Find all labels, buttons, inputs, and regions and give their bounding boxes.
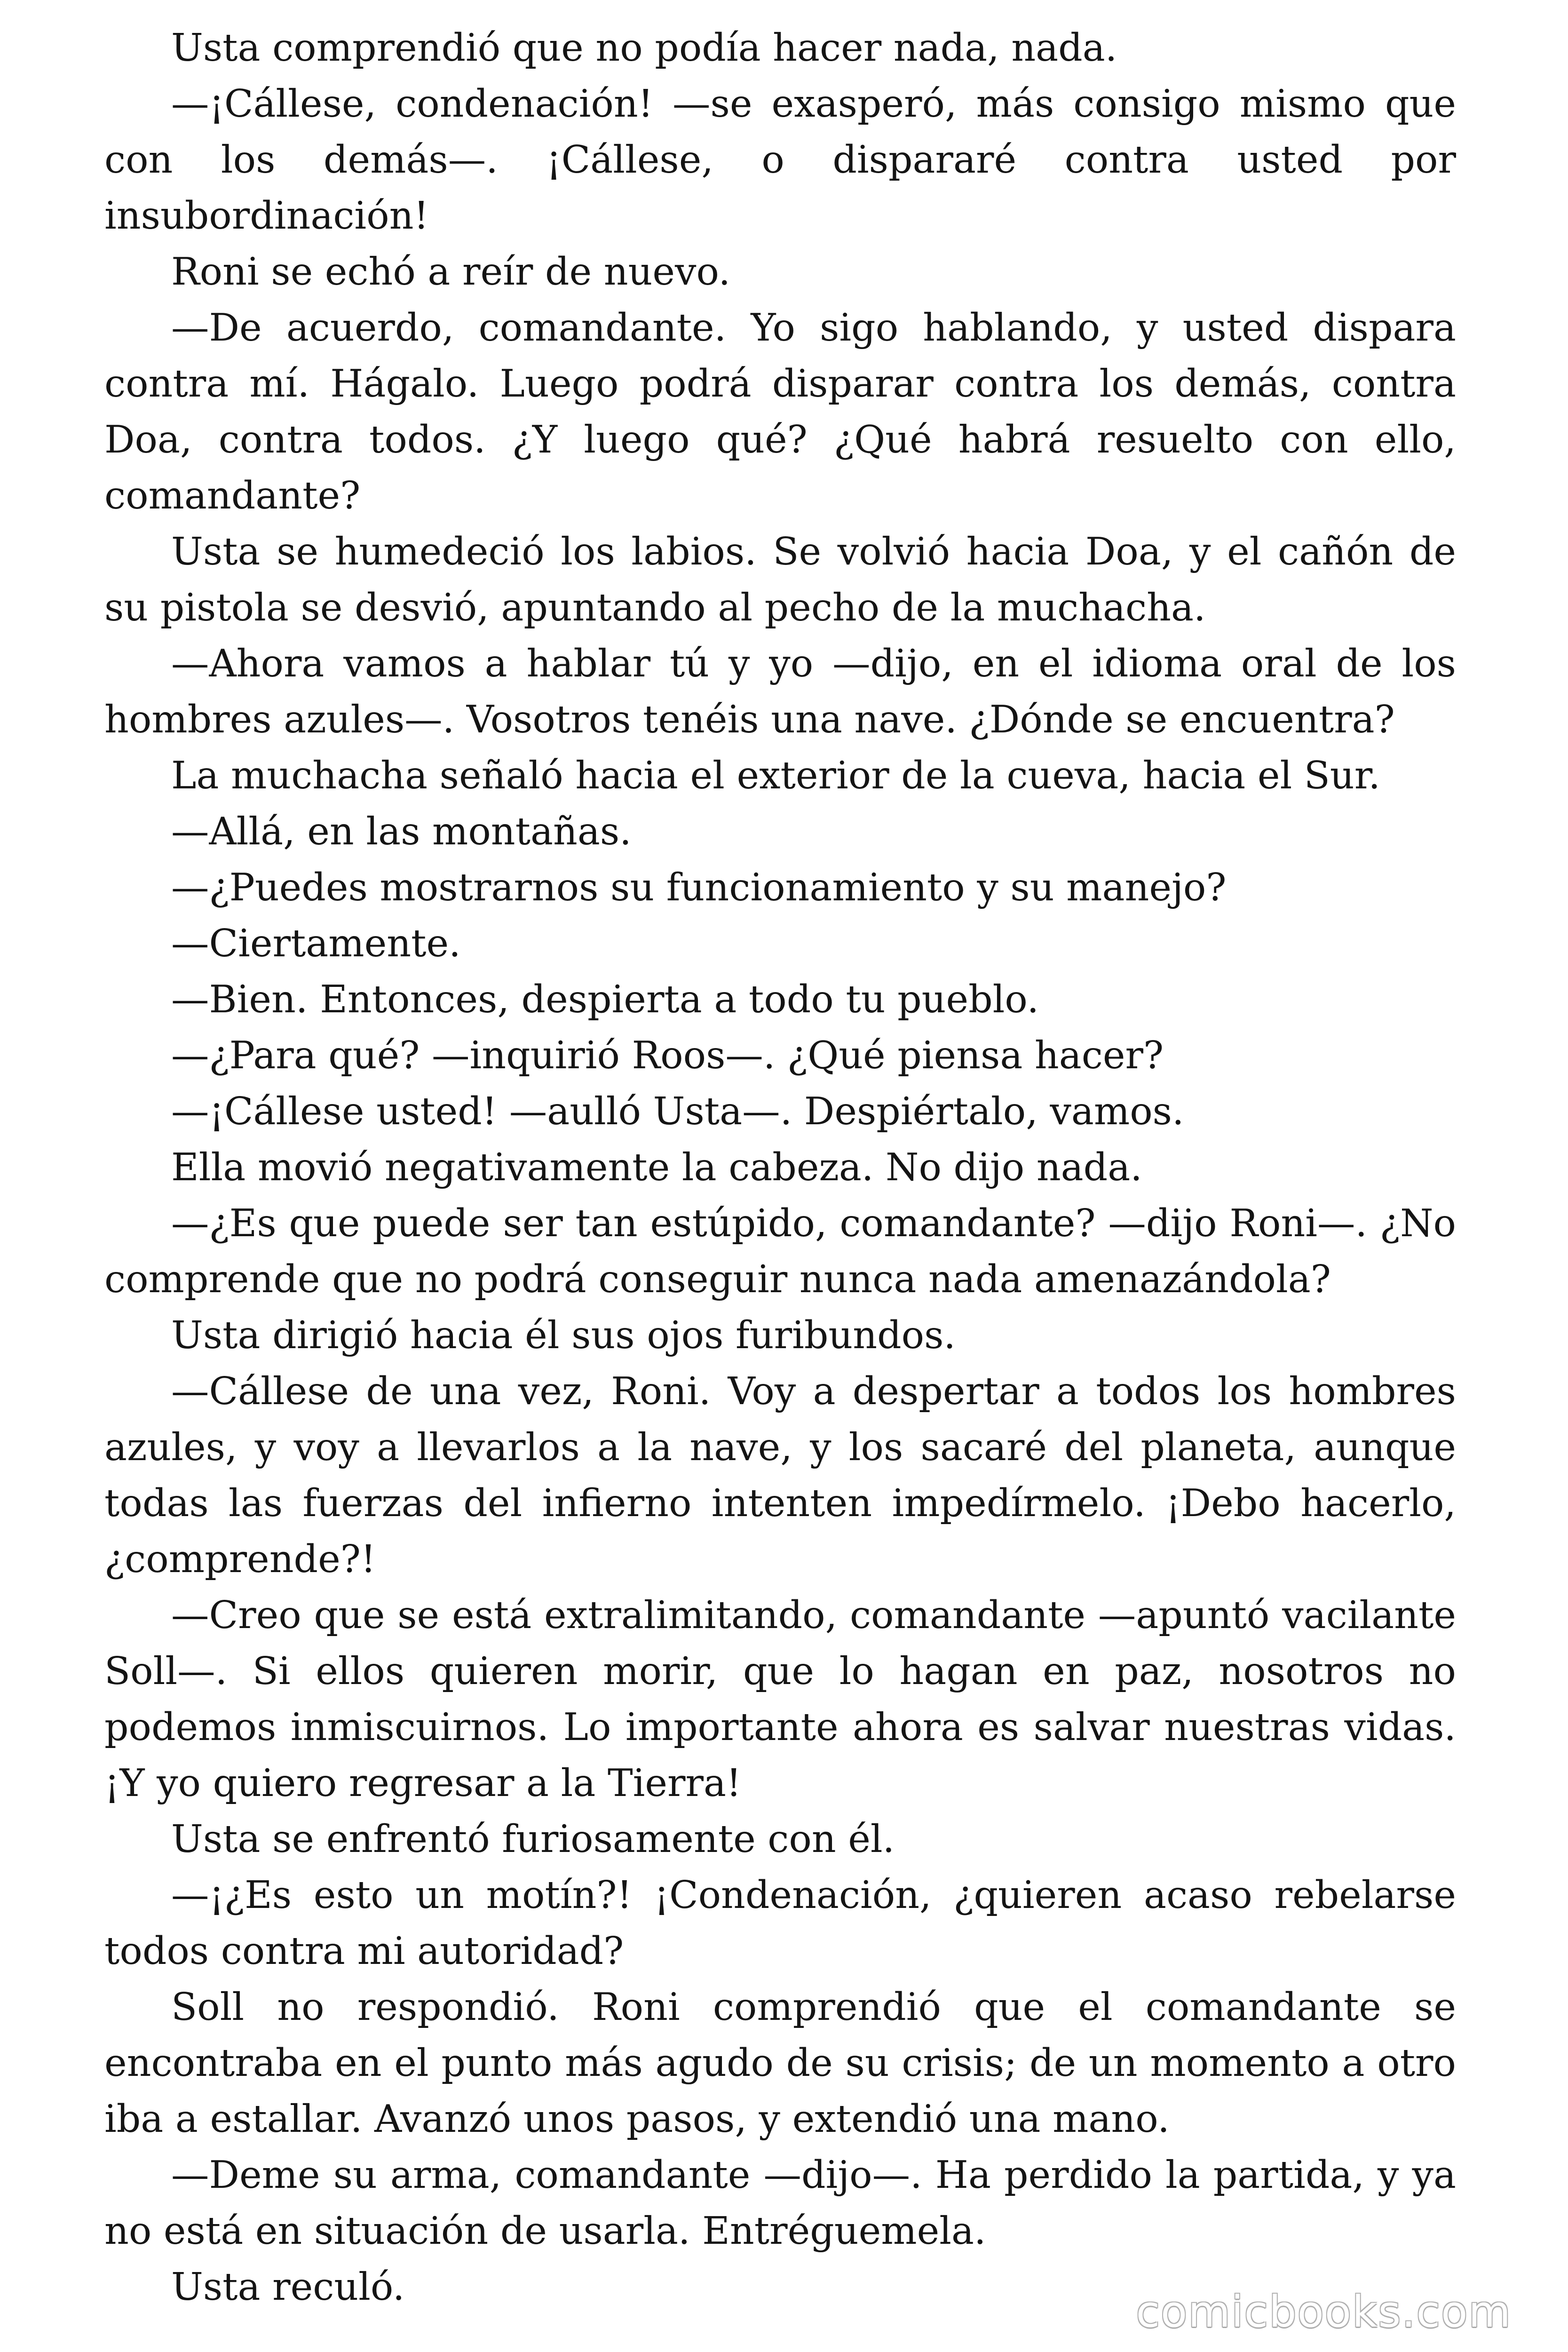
paragraph: —Cállese de una vez, Roni. Voy a despertar a todos los hombres azules, y voy a llevarlos a la nave, y los sacaré del planeta, aunque todas las fuerzas del infierno intenten impedírmelo. ¡Debo hacerlo, ¿comprende?! <box>104 1369 1456 1581</box>
paragraph: —De acuerdo, comandante. Yo sigo hablando, y usted dispara contra mí. Hágalo. Luego podrá disparar contra los demás, contra Doa, contra todos. ¿Y luego qué? ¿Qué habrá resuelto con ello, comandante? <box>104 305 1456 517</box>
paragraph: —Deme su arma, comandante —dijo—. Ha perdido la partida, y ya no está en situación de usarla. Entréguemela. <box>104 2153 1456 2253</box>
paragraph: —Ahora vamos a hablar tú y yo —dijo, en el idioma oral de los hombres azules—. Vosotros tenéis una nave. ¿Dónde se encuentra? <box>104 641 1456 741</box>
paragraph: Usta se humedeció los labios. Se volvió hacia Doa, y el cañón de su pistola se desvió, apuntando al pecho de la muchacha. <box>104 529 1456 629</box>
paragraph: Usta dirigió hacia él sus ojos furibundos. <box>171 1313 956 1357</box>
book-page-text <box>104 20 1456 2315</box>
paragraph: Usta reculó. <box>171 2265 405 2309</box>
paragraph: —Creo que se está extralimitando, comandante —apuntó vacilante Soll—. Si ellos quieren morir, que lo hagan en paz, nosotros no podemos inmiscuirnos. Lo importante ahora es salvar nuestras vidas. ¡Y yo quiero regresar a la Tierra! <box>104 1593 1456 1805</box>
paragraph: —¡¿Es esto un motín?! ¡Condenación, ¿quieren acaso rebelarse todos contra mi autoridad? <box>104 1873 1456 1973</box>
paragraph: Usta se enfrentó furiosamente con él. <box>171 1817 895 1861</box>
paragraph: Roni se echó a reír de nuevo. <box>171 249 731 294</box>
paragraph: —¿Es que puede ser tan estúpido, comandante? —dijo Roni—. ¿No comprende que no podrá conseguir nunca nada amenazándola? <box>104 1201 1456 1301</box>
paragraph: —¡Cállese usted! —aulló Usta—. Despiértalo, vamos. <box>171 1089 1184 1133</box>
paragraph: La muchacha señaló hacia el exterior de la cueva, hacia el Sur. <box>171 753 1381 797</box>
paragraph: Ella movió negativamente la cabeza. No dijo nada. <box>171 1145 1142 1189</box>
site-watermark: comicbooks.com <box>1136 2287 1512 2337</box>
paragraph: —¿Para qué? —inquirió Roos—. ¿Qué piensa hacer? <box>171 1033 1164 1077</box>
paragraph: —Allá, en las montañas. <box>171 809 632 853</box>
paragraph: Usta comprendió que no podía hacer nada, nada. <box>171 25 1117 70</box>
paragraph: —Ciertamente. <box>171 921 461 965</box>
paragraph: —Bien. Entonces, despierta a todo tu pueblo. <box>171 977 1039 1021</box>
paragraph: Soll no respondió. Roni comprendió que el comandante se encontraba en el punto más agudo de su crisis; de un momento a otro iba a estallar. Avanzó unos pasos, y extendió una mano. <box>104 1985 1456 2141</box>
paragraph: —¡Cállese, condenación! —se exasperó, más consigo mismo que con los demás—. ¡Cállese, o dispararé contra usted por insubordinación! <box>104 81 1456 238</box>
paragraph: —¿Puedes mostrarnos su funcionamiento y su manejo? <box>171 865 1227 909</box>
